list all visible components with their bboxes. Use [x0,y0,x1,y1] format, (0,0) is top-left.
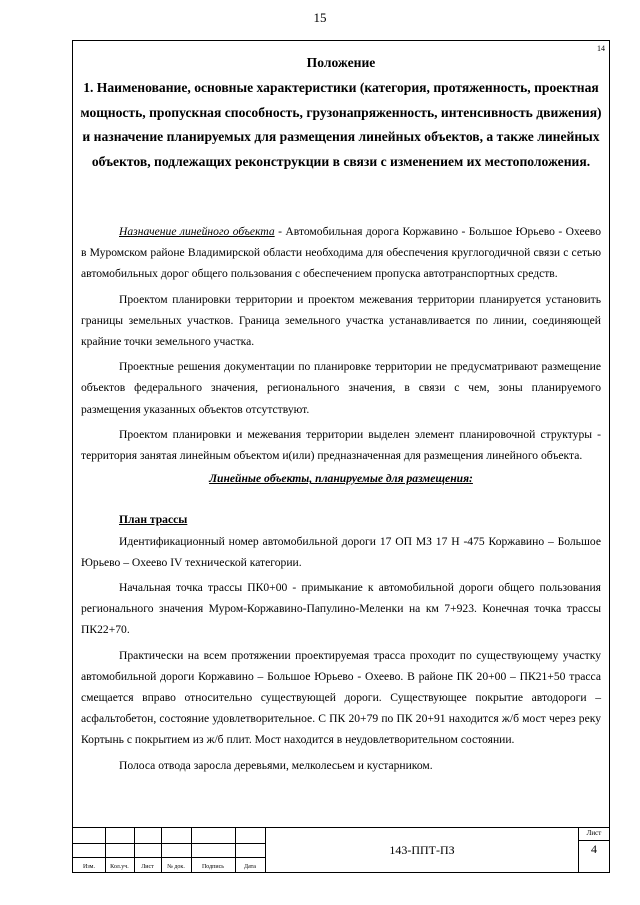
purpose-text: - Автомобильная дорога Коржавино - Большое Юрьево - Охеево в Муромском районе Владимирской области необходима для обеспечения круглогодичной связи с сетью автомобильных дорог общего пользования с обеспечением пропуска автотранспортных средств. [81,225,602,281]
document-heading [79,51,603,175]
sheet-label: Лист [579,829,609,841]
paragraph-3: Проектные решения документации по планировке территории не предусматривают размещение объектов федерального значения, регионального значения, в связи с чем, зоны планируемого размещения указанных объектов отсутствуют. [81,360,601,416]
top-page-number: 15 [313,10,327,25]
sheet-mark: 14 [597,44,605,53]
section-title: Линейные объекты, планируемые для размещения: [209,472,473,486]
document-body [81,221,601,776]
heading-text: 1. Наименование, основные характеристики (категория, протяженность, проектная мощность, пропускная способность, грузонапряженность, интенсивность движения) и назначение планируемых для размещения линейных объектов, а также линейных объектов, подлежащих реконструкции в связи с изменением их местоположения. [80,79,602,170]
stamp-label-date: Дата [244,864,256,870]
paragraph-7: Практически на всем протяжении проектируемая трасса проходит по существующему участку автомобильной дороги Коржавино – Большое Юрьево - Охеево. В районе ПК 20+00 – ПК21+50 трасса смещается вправо относительно существующей дороги. Существующее покрытие автодороги – асфальтобетон, состояние удовлетворительное. С ПК 20+79 по ПК 20+91 находится ж/б мост через реку Кортынь с покрытием из ж/б плит. Мост находится в неудовлетворительном состоянии. [81,648,601,747]
title-block [73,827,609,872]
title-block-grid [73,828,265,872]
stamp-label-list: Лист [141,864,154,870]
paragraph-4: Проектом планировки и межевания территории выделен элемент планировочной структуры - территория занятая линейным объектом и(или) предназначенная для размещения линейного объекта. [81,427,601,463]
paragraph-8: Полоса отвода заросла деревьями, мелколесьем и кустарником. [119,758,433,772]
paragraph-6: Начальная точка трассы ПК0+00 - примыкание к автомобильной дороги общего пользования регионального значения Муром-Коржавино-Папулино-Меленки на км 7+923. Конечная точка трассы ПК22+70. [81,581,601,637]
stamp-label-sign: Подпись [201,864,225,870]
stamp-label-doc: № док. [167,864,185,870]
stamp-label-kol: Кол.уч. [110,864,129,870]
sheet-number-cell [579,828,609,872]
purpose-paragraph [81,221,601,285]
subsection-title: План трассы [119,513,188,527]
document-code: 143-ППТ-ПЗ [265,828,579,872]
stamp-label-izm: Изм. [83,864,95,870]
heading-title: Положение [306,55,376,70]
purpose-label: Назначение линейного объекта [119,225,275,238]
paragraph-5: Идентификационный номер автомобильной дороги 17 ОП МЗ 17 Н -475 Коржавино – Большое Юрьево – Охеево IV технической категории. [81,534,601,569]
sheet-number: 4 [591,842,597,856]
paragraph-2: Проектом планировки территории и проектом межевания территории планируется установить границы земельных участков. Граница земельного участка устанавливается по линии, соединяющей крайние точки земельного участка. [81,292,601,349]
drawing-frame [72,40,610,873]
